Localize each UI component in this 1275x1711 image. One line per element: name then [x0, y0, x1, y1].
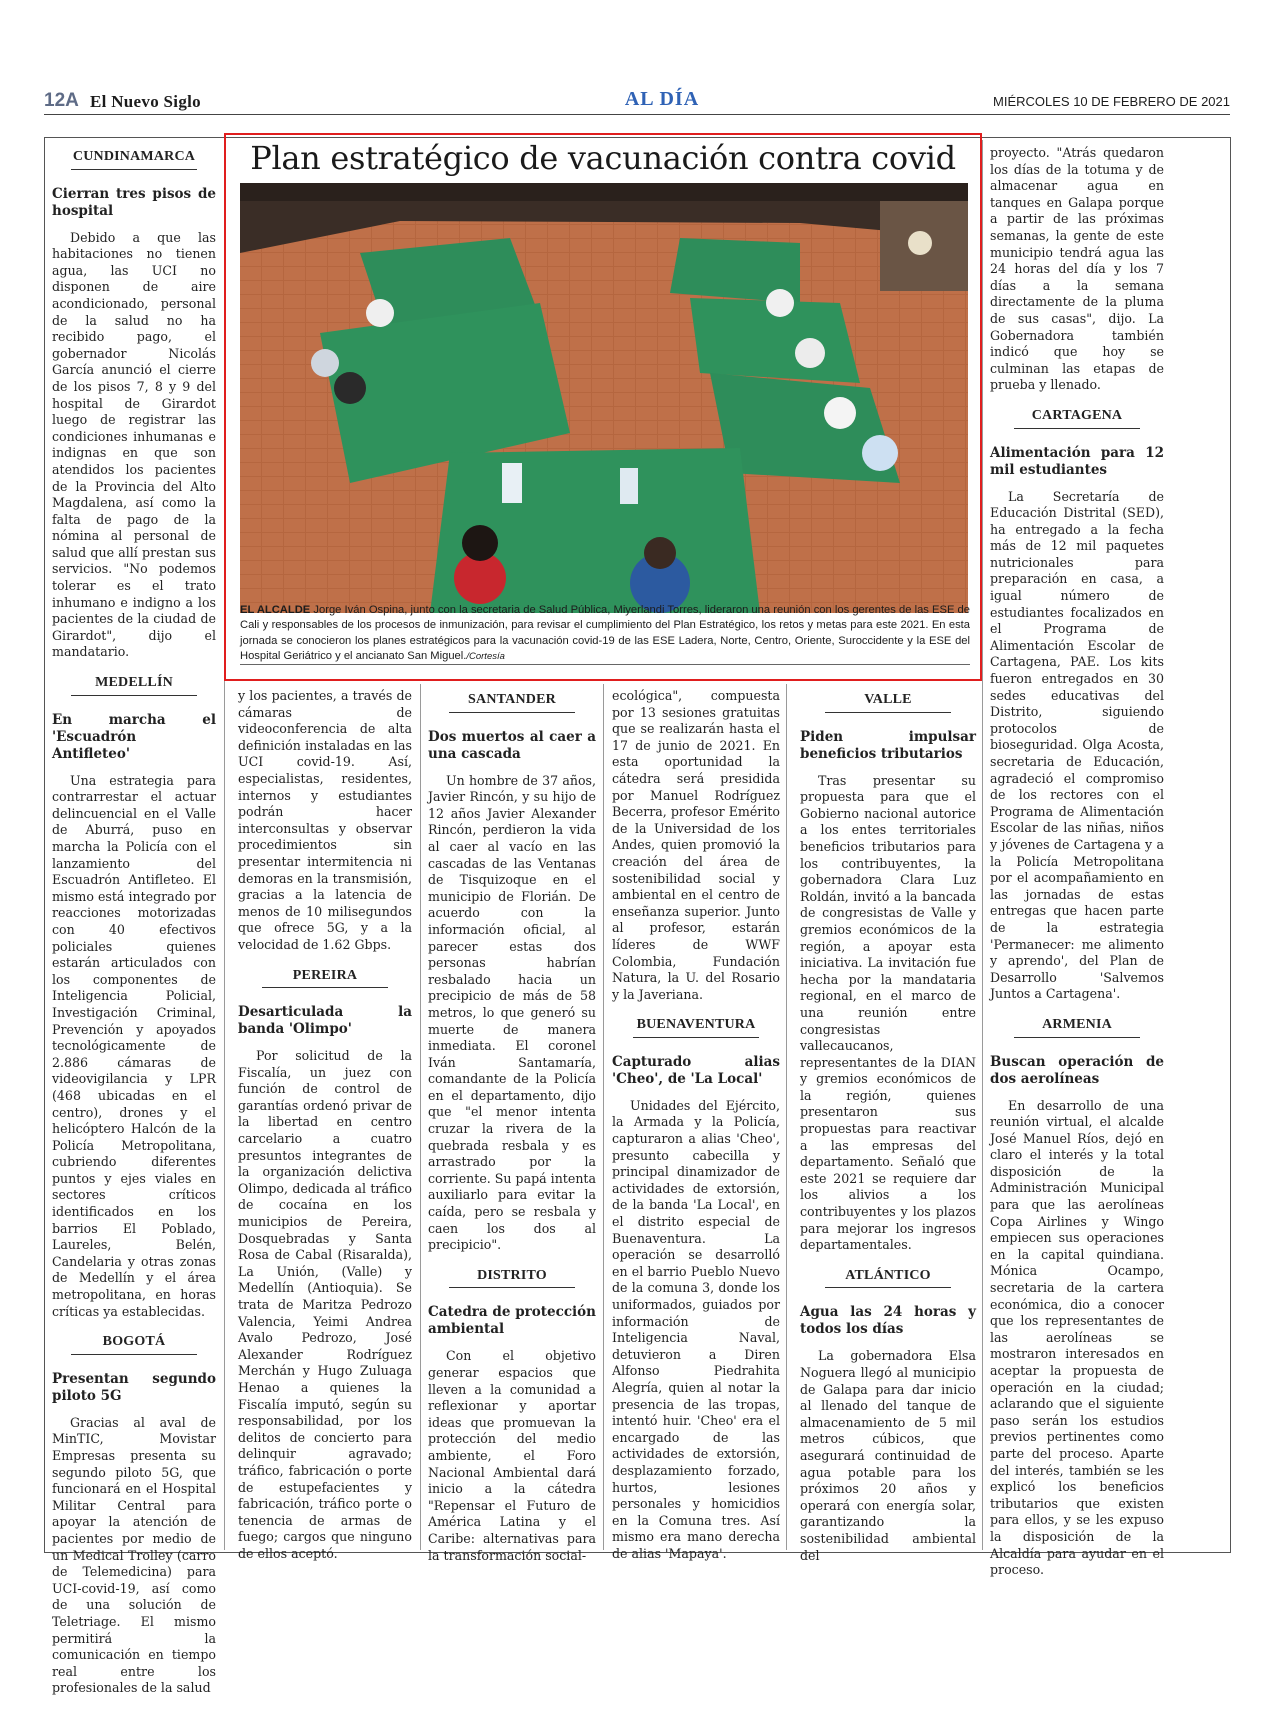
article-headline: Presentan segundo piloto 5G [52, 1370, 216, 1404]
column-5 [800, 688, 976, 1578]
article-body: Tras presentar su propuesta para que el Gobierno nacional autorice a los entes territoriales beneficios tributarios para los contribuyentes, la gobernadora Clara Luz Roldán, invitó a la bancada de congresistas de Valle y gremios económicos de la región, a apoyar esta iniciativa. La invitación fue hecha por la mandataria regional, en el marco de una reunión entre congresistas vallecaucanos, representantes de la DIAN y gremios económicos de la región, quienes presentaron sus propuestas para reactivar a las empresas del departamento. Señaló que este 2021 se requiere dar los alivios a los contribuyentes y los plazos para mejorar los ingresos departamentales. [800, 772, 976, 1253]
article-distrito-continued [612, 688, 780, 1003]
caption-rule [240, 664, 970, 665]
page-number: 12A [44, 90, 79, 111]
article-body: En desarrollo de una reunión virtual, el alcalde José Manuel Ríos, dejó en claro el interés y la total disposición de la Administración Municipal para que las aerolíneas Copa Airlines y Wingo empiecen sus operaciones en la capital quindiana. Mónica Ocampo, secretaria de la cartera económica, dio a conocer que los representantes de las aerolíneas se mostraron interesados en aceptar la propuesta de operación en la ciudad; aclarando que el siguiente paso serán los estudios previos pertinentes como parte del proceso. Aparte del interés, también se les explicó los beneficios tributarios que existen para ellos, y se les expuso la disposición de la Alcaldía para ayudar en el proceso. [990, 1097, 1164, 1578]
article-distrito [428, 1268, 596, 1564]
region-label: DISTRITO [449, 1268, 575, 1289]
article-headline: Buscan operación de dos aerolíneas [990, 1053, 1164, 1087]
column-6 [990, 145, 1164, 1593]
region-label: CARTAGENA [1014, 408, 1140, 429]
column-divider [786, 684, 787, 1550]
meeting-photo-illustration [240, 183, 968, 613]
caption-credit: /Cortesía [466, 651, 505, 663]
article-pereira [238, 968, 412, 1563]
column-divider [420, 684, 421, 1550]
article-headline: Piden impulsar beneficios tributarios [800, 728, 976, 762]
feature-headline: Plan estratégico de vacunación contra covid [250, 139, 956, 177]
article-body: La gobernadora Elsa Noguera llegó al municipio de Galapa para dar inicio al llenado del tanque de almacenamiento de 5 mil metros cúbicos, que asegurará continuidad de agua potable para los próximos 20 años y operará con energía solar, garantizando la sostenibilidad ambiental del [800, 1348, 976, 1563]
article-medellin [52, 675, 216, 1320]
column-3 [428, 688, 596, 1578]
region-label: VALLE [825, 692, 951, 713]
article-body: proyecto. "Atrás quedaron los días de la totuma y de almacenar agua en tanques en Galapa porque a partir de las próximas semanas, la gente de este municipio tendrá agua las 24 horas del día y los 7 días a la semana directamente de la pluma de sus casas", dijo. La Gobernadora también indicó que hoy se culminan las etapas de prueba y llenado. [990, 145, 1164, 393]
header-rule [44, 114, 1230, 115]
article-headline: Cierran tres pisos de hospital [52, 185, 216, 219]
article-armenia [990, 1017, 1164, 1579]
column-2 [238, 688, 412, 1577]
article-body: Por solicitud de la Fiscalía, un juez con función de control de garantías ordenó privar de la libertad en centro carcelario a cuatro presuntos integrantes de la organización delictiva Olimpo, dedicada al tráfico de cocaína en los municipios de Pereira, Dosquebradas y Santa Rosa de Cabal (Risaralda), La Unión, (Valle) y Medellín (Antioquia). Se trata de Maritza Pedrozo Valencia, Yeimi Andrea Avalo Pedrozo, José Alexander Rodríguez Merchán y Hugo Zuluaga Henao a quienes la Fiscalía imputó, según su responsabilidad, por los delitos de concierto para delinquir agravado; tráfico, fabricación o porte de estupefacientes y fabricación, tráfico porte o tenencia de armas de fuego; cargos que ninguno de ellos aceptó. [238, 1048, 412, 1561]
region-label: ATLÁNTICO [825, 1268, 951, 1289]
column-divider [982, 140, 983, 1550]
article-body: Gracias al aval de MinTIC, Movistar Empresas presenta su segundo piloto 5G, que funcionará en el Hospital Militar Central para apoyar la atención de pacientes por medio de un Medical Trolley (carro de Telemedicina) para UCI-covid-19, así como de una solución de Teletriage. El mismo permitirá la comunicación en tiempo real entre los profesionales de la salud [52, 1414, 216, 1696]
article-headline: En marcha el 'Escuadrón Antifleteo' [52, 711, 216, 762]
region-label: PEREIRA [262, 968, 388, 989]
article-headline: Catedra de protección ambiental [428, 1304, 596, 1338]
article-headline: Agua las 24 horas y todos los días [800, 1304, 976, 1338]
article-body: La Secretaría de Educación Distrital (SED), ha entregado a la fecha más de 12 mil paquetes nutricionales para preparación en casa, a igual número de estudiantes focalizados en el Programa de Alimentación Escolar de Cartagena, PAE. Los kits fueron entregados en 30 sedes educativas del Distrito, siguiendo protocolos de bioseguridad. Olga Acosta, secretaria de Educación, agradeció el compromiso de los rectores con el Programa de Alimentación Escolar de las niñas, niños y jóvenes de Cartagena y a la Policía Metropolitana por el acompañamiento en las jornadas de estas entregas que hacen parte de la estrategia 'Permanecer: me alimento y aprendo', del Plan de Desarrollo 'Salvemos Juntos a Cartagena'. [990, 488, 1164, 1002]
region-label: MEDELLÍN [71, 675, 197, 696]
region-label: ARMENIA [1014, 1017, 1140, 1038]
article-body: Un hombre de 37 años, Javier Rincón, y su hijo de 12 años Javier Alexander Rincón, perdieron la vida al caer al vacío en las cascadas de las Ventanas de Tisquizoque en el municipio de Florián. De acuerdo con la información oficial, al parecer estas dos personas habrían resbalado hacia un precipicio de más de 58 metros, lo que generó su muerte de manera inmediata. El coronel Iván Santamaría, comandante de la Policía en el departamento, dijo que "el menor intenta cruzar la rivera de la quebrada resbala y es arrastrado por la corriente. Su papá intenta auxiliarlo para evitar la caída, pero se resbala y caen los dos al precipicio". [428, 772, 597, 1253]
article-body: Unidades del Ejército, la Armada y la Policía, capturaron a alias 'Cheo', presunto cabecilla y principal dinamizador de actividades de extorsión, de la banda 'La Local', en el distrito especial de Buenaventura. La operación se desarrolló en el barrio Pueblo Nuevo de la comuna 3, donde los uniformados, guiados por información de Inteligencia Naval, detuvieron a Diren Alfonso Piedrahita Alegría, quien al notar la presencia de las tropas, intentó huir. 'Cheo' era el encargado de las actividades de extorsión, desplazamiento forzado, hurtos, lesiones personales y homicidios en la Comuna tres. Así mismo era mano derecha de alias 'Mapaya'. [612, 1097, 780, 1561]
column-4 [612, 688, 780, 1577]
article-cartagena [990, 408, 1164, 1003]
article-body: ecológica", compuesta por 13 sesiones gratuitas que se realizarán hasta el 17 de junio de 2021. En esta oportunidad la cátedra será presidida por Manuel Rodríguez Becerra, profesor Emérito de la Universidad de los Andes, quien promovió la creación del área de sostenibilidad social y ambiental en el centro de enseñanza superior. Junto al profesor, estarán líderes de WWF Colombia, Fundación Natura, la U. del Rosario y la Javeriana. [612, 688, 780, 1002]
article-body: Con el objetivo generar espacios que lleven a la comunidad a reflexionar y aportar ideas que promuevan la protección del medio ambiente, el Foro Nacional Ambiental dará inicio a la cátedra "Repensar el Futuro de América Latina y el Caribe: alternativas para la transformación social- [428, 1348, 596, 1563]
photo-caption [240, 603, 970, 665]
feature-photo-block [224, 133, 982, 681]
column-1 [52, 145, 216, 1711]
caption-body: Jorge Iván Ospina, junto con la secretaria de Salud Pública, Miyerlandi Torres, lideraron una reunión con los gerentes de las ESE de Cali y responsables de los procesos de inmunización, para revisar el cumplimiento del Plan Estratégico, los retos y metas para este 2021. En esta jornada se conocieron los planes estratégicos para la vacunación covid-19 de las ESE Ladera, Norte, Centro, Oriente, Suroccidente y la ESE del Hospital Geriátrico y el ancianato San Miguel. [240, 604, 971, 663]
newspaper-name: El Nuevo Siglo [90, 92, 201, 111]
article-bogota-continued [238, 688, 412, 954]
region-label: CUNDINAMARCA [71, 149, 197, 170]
column-divider [603, 684, 604, 1550]
article-atlantico-continued [990, 145, 1164, 394]
caption-lead: EL ALCALDE [240, 604, 311, 616]
article-headline: Dos muertos al caer a una cascada [428, 728, 596, 762]
article-cundinamarca [52, 149, 216, 661]
article-valle [800, 692, 976, 1254]
article-body: y los pacientes, a través de cámaras de videoconferencia de alta definición instaladas en las UCI covid-19. Así, especialistas, residentes, internos y estudiantes podrán hacer interconsultas y observar procedimientos sin presentar intermitencia ni demoras en la transmisión, gracias a la latencia de menos de 10 milisegundos que ofrece 5G, y a la velocidad de 1.62 Gbps. [238, 688, 412, 952]
meeting-photo [240, 183, 968, 613]
article-buenaventura [612, 1017, 780, 1562]
article-headline: Desarticulada la banda 'Olimpo' [238, 1004, 412, 1038]
article-body: Una estrategia para contrarrestar el actuar delincuencial en el Valle de Aburrá, puso en marcha la Policía con el lanzamiento del Escuadrón Antifleteo. El mismo está integrado por reacciones motorizadas con 40 efectivos policiales quienes estarán articulados con los componentes de Inteligencia Policial, Investigación Criminal, Prevención y apoyados tecnológicamente de 2.886 cámaras de videovigilancia y LPR (468 ubicadas en el centro), drones y el helicóptero Halcón de la Policía Metropolitana, cubriendo diferentes puntos y ejes viales en sectores críticos identificados en los barrios El Poblado, Laureles, Belén, Candelaria y otras zonas de Medellín y el área metropolitana, en horas críticas ya establecidas. [52, 772, 217, 1319]
region-label: BOGOTÁ [71, 1334, 197, 1355]
article-headline: Alimentación para 12 mil estudiantes [990, 444, 1164, 478]
section-title: AL DÍA [624, 88, 700, 110]
article-bogota [52, 1334, 216, 1697]
publication-date: MIÉRCOLES 10 DE FEBRERO DE 2021 [993, 94, 1230, 109]
region-label: SANTANDER [449, 692, 575, 713]
region-label: BUENAVENTURA [633, 1017, 759, 1038]
article-santander [428, 692, 596, 1254]
article-atlantico [800, 1268, 976, 1564]
article-body: Debido a que las habitaciones no tienen agua, las UCI no disponen de aire acondicionado, personal de la salud no ha recibido pago, el gobernador Nicolás García anunció el cierre de los pisos 7, 8 y 9 del hospital de Girardot luego de registrar las condiciones inhumanas e indignas en que son atendidos los pacientes de la Provincia del Alto Magdalena, así como la falta de pago de la nómina al personal de salud que allí prestan sus servicios. "No podemos tolerar es el trato inhumano e indigno a los pacientes de la ciudad de Girardot", dijo el mandatario. [52, 229, 216, 660]
article-headline: Capturado alias 'Cheo', de 'La Local' [612, 1053, 780, 1087]
